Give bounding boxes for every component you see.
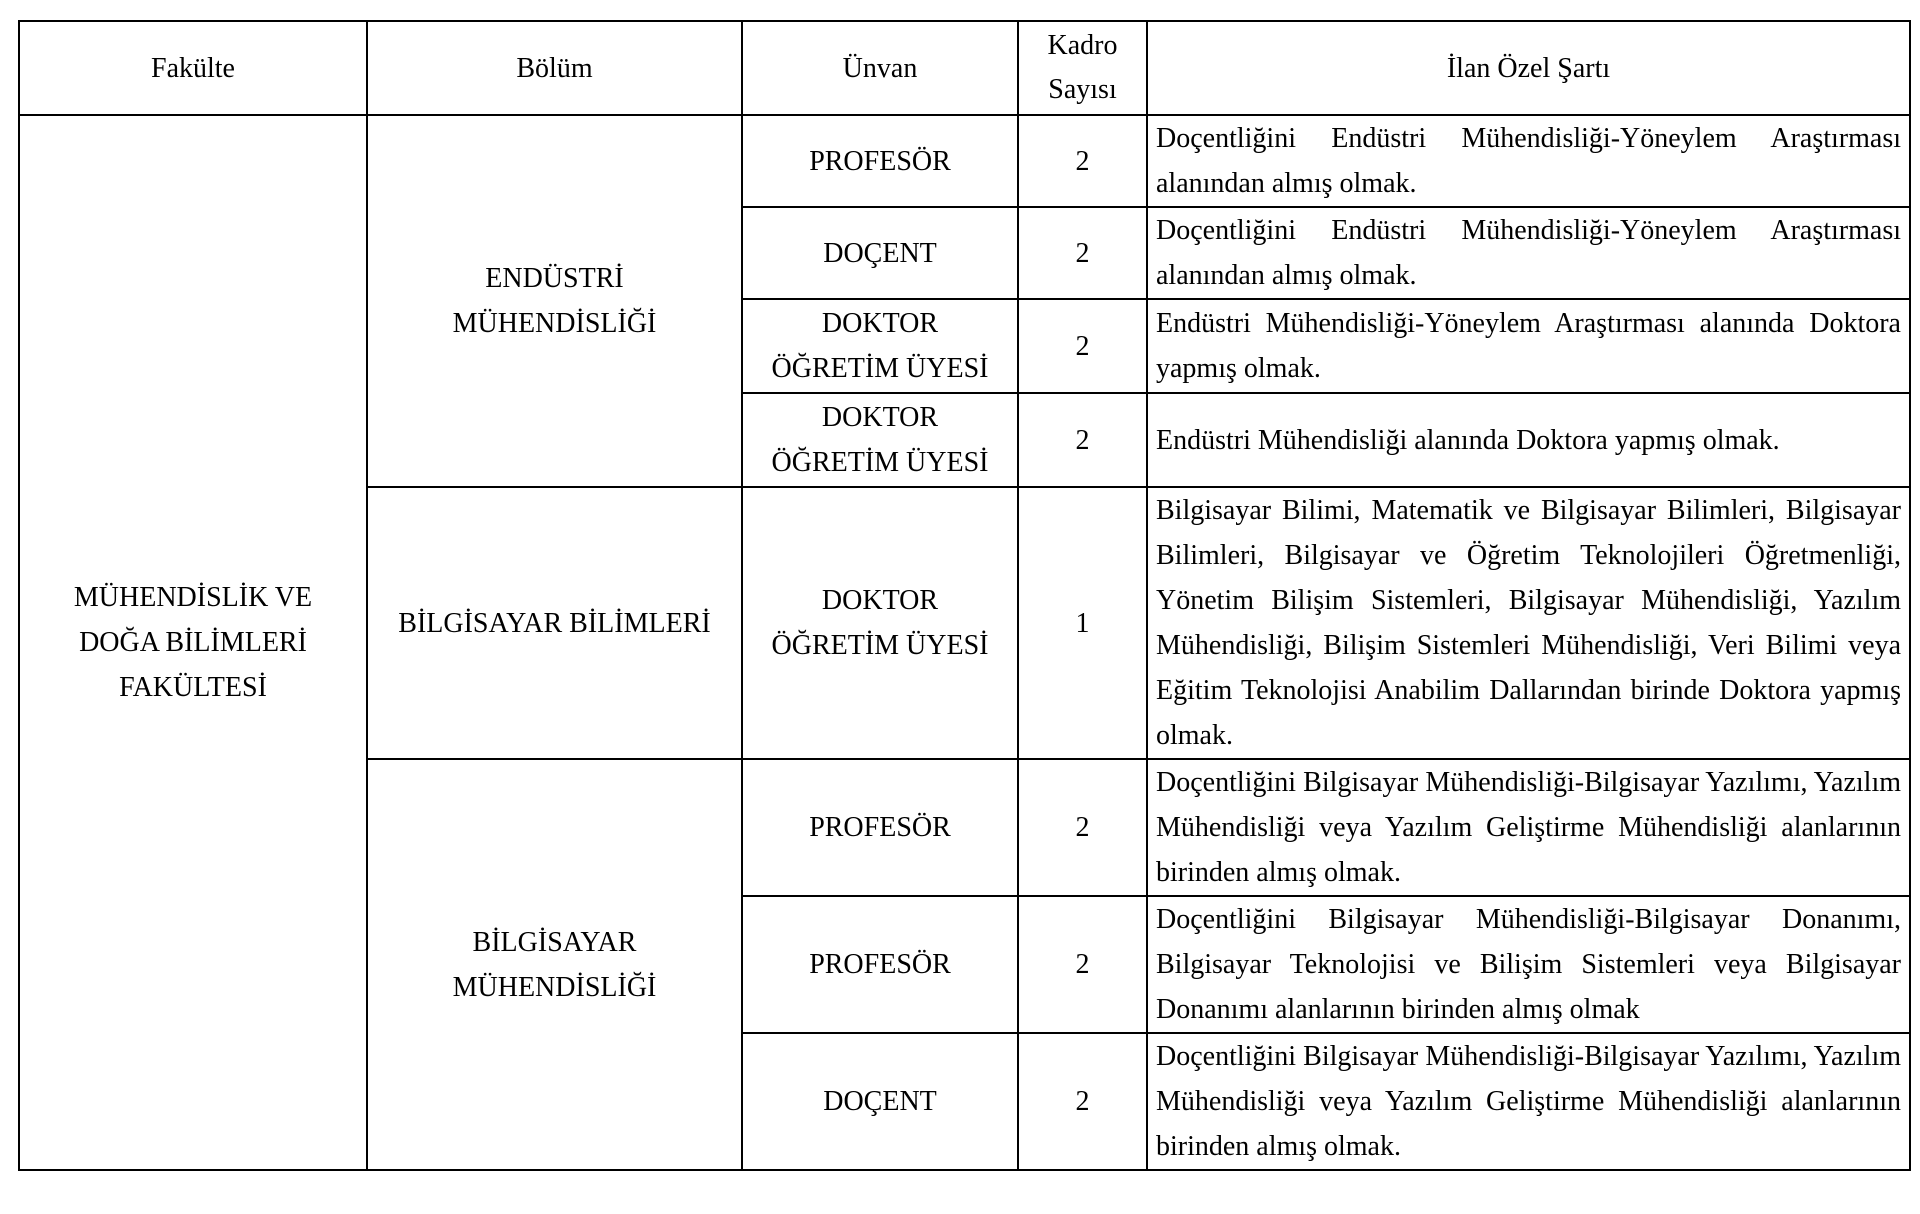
count-cell: 2: [1018, 299, 1147, 393]
condition-cell: Endüstri Mühendisliği alanında Doktora yapmış olmak.: [1147, 393, 1910, 487]
condition-cell: Doçentliğini Bilgisayar Mühendisliği-Bilgisayar Yazılımı, Yazılım Mühendisliği veya Yazılım Geliştirme Mühendisliği alanlarının birinden almış olmak.: [1147, 1033, 1910, 1170]
title-cell: [742, 393, 1018, 487]
title-line2: ÖĞRETİM ÜYESİ: [771, 353, 989, 384]
condition-cell: Endüstri Mühendisliği-Yöneylem Araştırması alanında Doktora yapmış olmak.: [1147, 299, 1910, 393]
title-line1: DOKTOR: [821, 402, 939, 433]
vacancy-table: [18, 20, 1911, 1171]
title-cell: [742, 115, 1018, 207]
count-cell: 2: [1018, 393, 1147, 487]
department-cell-industrial-engineering: [367, 115, 742, 487]
title-line1: PROFESÖR: [809, 812, 951, 843]
title-line2: ÖĞRETİM ÜYESİ: [771, 447, 989, 478]
title-cell: [742, 207, 1018, 299]
count-cell: 2: [1018, 759, 1147, 896]
title-line1: DOKTOR: [821, 585, 939, 616]
title-line1: DOÇENT: [823, 1086, 937, 1117]
condition-cell: Doçentliğini Endüstri Mühendisliği-Yöneylem Araştırması alanından almış olmak.: [1147, 207, 1910, 299]
count-cell: 1: [1018, 487, 1147, 759]
faculty-line2: DOĞA BİLİMLERİ: [79, 627, 307, 658]
header-condition: İlan Özel Şartı: [1147, 21, 1910, 115]
count-cell: 2: [1018, 896, 1147, 1033]
condition-cell: Doçentliğini Bilgisayar Mühendisliği-Bilgisayar Donanımı, Bilgisayar Teknolojisi ve Bilişim Sistemleri veya Bilgisayar Donanımı alanlarının birinden almış olmak: [1147, 896, 1910, 1033]
department-line1: BİLGİSAYAR BİLİMLERİ: [398, 607, 711, 639]
condition-cell: Doçentliğini Endüstri Mühendisliği-Yöneylem Araştırması alanından almış olmak.: [1147, 115, 1910, 207]
faculty-cell: [19, 115, 367, 1170]
title-cell: [742, 299, 1018, 393]
header-faculty: Fakülte: [19, 21, 367, 115]
department-line2: MÜHENDİSLİĞİ: [452, 308, 657, 339]
count-cell: 2: [1018, 1033, 1147, 1170]
faculty-line3: FAKÜLTESİ: [119, 672, 267, 703]
header-department: Bölüm: [367, 21, 742, 115]
condition-cell: Doçentliğini Bilgisayar Mühendisliği-Bilgisayar Yazılımı, Yazılım Mühendisliği veya Yazılım Geliştirme Mühendisliği alanlarının birinden almış olmak.: [1147, 759, 1910, 896]
department-cell-computer-science: [367, 487, 742, 759]
header-title: Ünvan: [742, 21, 1018, 115]
title-line1: PROFESÖR: [809, 145, 951, 177]
count-cell: 2: [1018, 115, 1147, 207]
title-line2: ÖĞRETİM ÜYESİ: [771, 630, 989, 661]
condition-cell: Bilgisayar Bilimi, Matematik ve Bilgisayar Bilimleri, Bilgisayar Bilimleri, Bilgisayar ve Öğretim Teknolojileri Öğretmenliği, Yönetim Bilişim Sistemleri, Bilgisayar Mühendisliği, Yazılım Mühendisliği, Bilişim Sistemleri Mühendisliği, Veri Bilimi veya Eğitim Teknolojisi Anabilim Dallarından birinde Doktora yapmış olmak.: [1147, 487, 1910, 759]
title-cell: [742, 896, 1018, 1033]
department-line1: ENDÜSTRİ: [485, 263, 624, 294]
title-cell: [742, 1033, 1018, 1170]
title-cell: [742, 759, 1018, 896]
table-row: [19, 115, 1910, 207]
title-cell: [742, 487, 1018, 759]
title-line1: DOÇENT: [823, 237, 937, 269]
title-line1: DOKTOR: [821, 308, 939, 339]
faculty-line1: MÜHENDİSLİK VE: [73, 582, 313, 613]
department-line2: MÜHENDİSLİĞİ: [452, 971, 657, 1003]
header-kadro-count: [1018, 21, 1147, 115]
department-cell-computer-engineering: [367, 759, 742, 1170]
count-cell: 2: [1018, 207, 1147, 299]
title-line1: PROFESÖR: [809, 949, 951, 980]
department-line1: BİLGİSAYAR: [472, 926, 637, 958]
header-kadro-line1: Kadro: [1047, 30, 1118, 61]
header-kadro-line2: Sayısı: [1048, 74, 1117, 105]
header-row: [19, 21, 1910, 115]
